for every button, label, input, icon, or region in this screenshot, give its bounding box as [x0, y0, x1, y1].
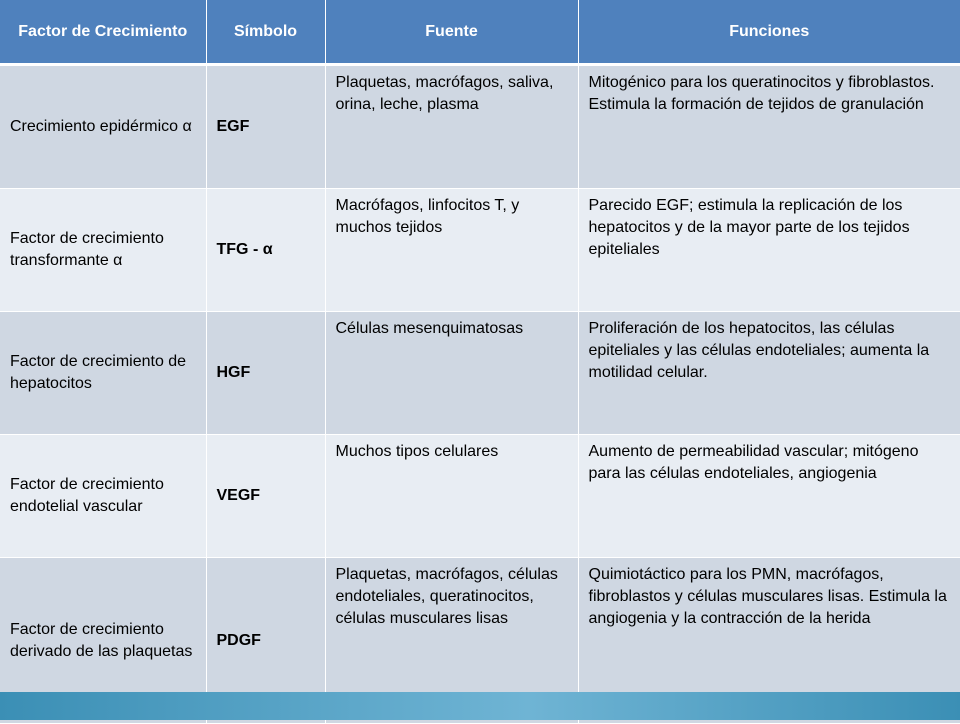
source-cell: Plaquetas, macrófagos, células endoteliales, queratinocitos, células musculares lisas — [325, 558, 578, 724]
symbol-cell: VEGF — [206, 435, 325, 558]
symbol-cell: PDGF — [206, 558, 325, 724]
factor-cell: Crecimiento epidérmico α — [0, 65, 206, 189]
source-cell: Plaquetas, macrófagos, saliva, orina, leche, plasma — [325, 65, 578, 189]
source-cell: Células mesenquimatosas — [325, 312, 578, 435]
functions-cell: Parecido EGF; estimula la replicación de los hepatocitos y de la mayor parte de los tejidos epiteliales — [578, 189, 960, 312]
source-cell: Muchos tipos celulares — [325, 435, 578, 558]
table-row — [0, 435, 960, 558]
symbol-cell: TFG - α — [206, 189, 325, 312]
table-row — [0, 65, 960, 189]
factor-cell: Factor de crecimiento de hepatocitos — [0, 312, 206, 435]
table-row — [0, 189, 960, 312]
source-cell: Macrófagos, linfocitos T, y muchos tejidos — [325, 189, 578, 312]
functions-cell: Quimiotáctico para los PMN, macrófagos, fibroblastos y células musculares lisas. Estimula la angiogenia y la contracción de la herida — [578, 558, 960, 724]
factor-cell: Factor de crecimiento derivado de las plaquetas — [0, 558, 206, 724]
factor-cell: Factor de crecimiento transformante α — [0, 189, 206, 312]
symbol-cell: HGF — [206, 312, 325, 435]
table-row — [0, 312, 960, 435]
functions-cell: Proliferación de los hepatocitos, las células epiteliales y las células endoteliales; aumenta la motilidad celular. — [578, 312, 960, 435]
header-funciones: Funciones — [578, 0, 960, 65]
functions-cell: Aumento de permeabilidad vascular; mitógeno para las células endoteliales, angiogenia — [578, 435, 960, 558]
header-factor: Factor de Crecimiento — [0, 0, 206, 65]
table-header-row — [0, 0, 960, 65]
factor-cell: Factor de crecimiento endotelial vascular — [0, 435, 206, 558]
header-simbolo: Símbolo — [206, 0, 325, 65]
footer-band — [0, 692, 960, 720]
symbol-cell: EGF — [206, 65, 325, 189]
functions-cell: Mitogénico para los queratinocitos y fibroblastos. Estimula la formación de tejidos de granulación — [578, 65, 960, 189]
header-fuente: Fuente — [325, 0, 578, 65]
